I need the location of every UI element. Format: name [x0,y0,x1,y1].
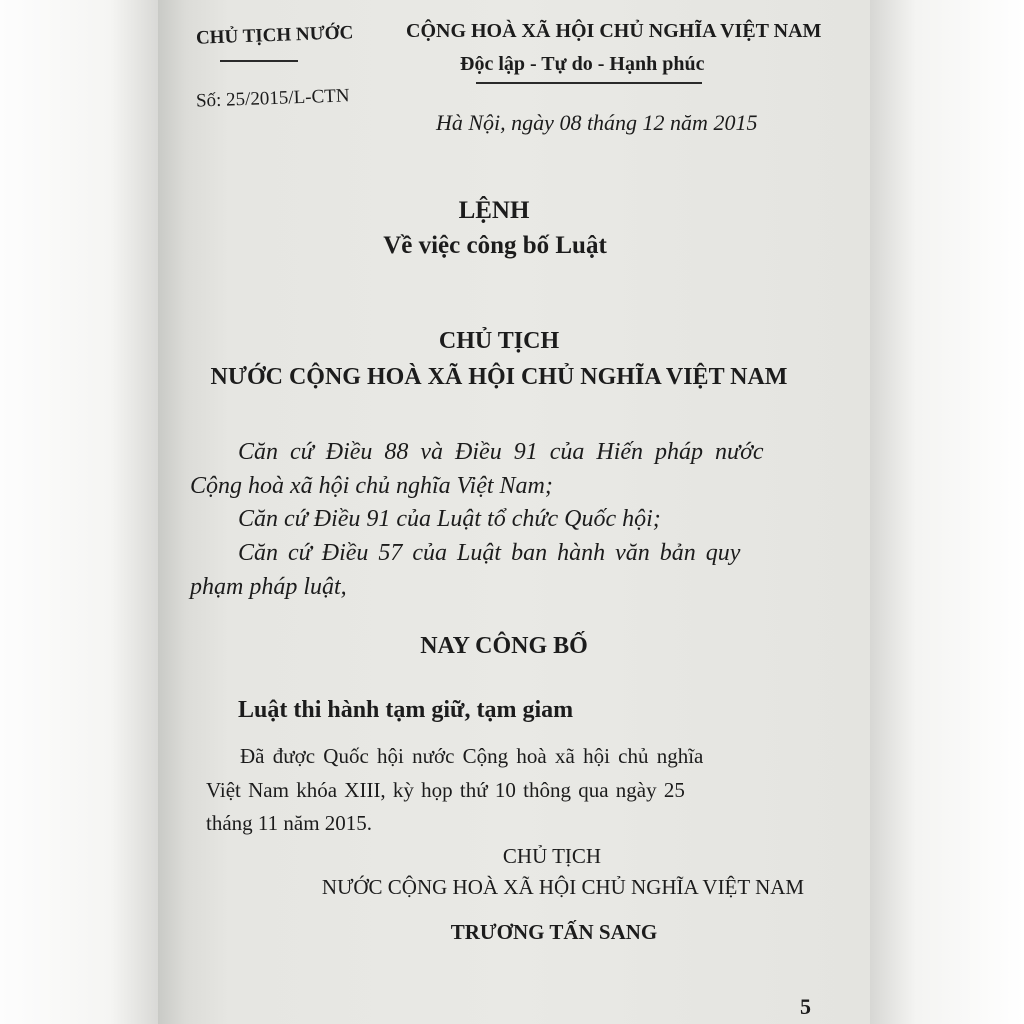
order-title: LỆNH [458,197,530,224]
law-name: Luật thi hành tạm giữ, tạm giam [238,697,574,723]
national-motto: Độc lập - Tự do - Hạnh phúc [460,53,705,75]
motto-underline [476,82,702,84]
legal-basis-line: Căn cứ Điều 57 của Luật ban hành văn bản quy [238,540,741,566]
agency-underline [220,60,298,62]
legal-basis-line: Căn cứ Điều 88 và Điều 91 của Hiến pháp nước [238,439,764,465]
signer-name: TRƯƠNG TẤN SANG [450,920,658,944]
background-right [870,0,1024,1024]
proclamation-heading: NAY CÔNG BỐ [420,633,588,659]
document-page [158,0,870,1024]
signature-subtitle: NƯỚC CỘNG HOÀ XÃ HỘI CHỦ NGHĨA VIỆT NAM [321,875,805,899]
passage-line: Đã được Quốc hội nước Cộng hoà xã hội chủ nghĩa [240,744,704,768]
document-number: Số: 25/2015/L-CTN [195,85,350,112]
legal-basis-line: phạm pháp luật, [190,574,347,600]
legal-basis-line: Cộng hoà xã hội chủ nghĩa Việt Nam; [190,473,553,499]
national-title: CỘNG HOÀ XÃ HỘI CHỦ NGHĨA VIỆT NAM [406,20,822,42]
issuer-subtitle: NƯỚC CỘNG HOÀ XÃ HỘI CHỦ NGHĨA VIỆT NAM [210,364,788,390]
issuing-agency: CHỦ TỊCH NƯỚC [195,22,354,49]
book-spine-edge [0,0,158,1024]
legal-basis-line: Căn cứ Điều 91 của Luật tổ chức Quốc hội; [238,506,661,532]
issuer-title: CHỦ TỊCH [438,328,560,354]
page-number: 5 [800,994,811,1019]
order-subtitle: Về việc công bố Luật [383,232,607,259]
signature-title: CHỦ TỊCH [502,844,602,868]
passage-line: tháng 11 năm 2015. [206,811,373,835]
passage-line: Việt Nam khóa XIII, kỳ họp thứ 10 thông qua ngày 25 [206,778,685,802]
place-and-date: Hà Nội, ngày 08 tháng 12 năm 2015 [436,110,758,135]
